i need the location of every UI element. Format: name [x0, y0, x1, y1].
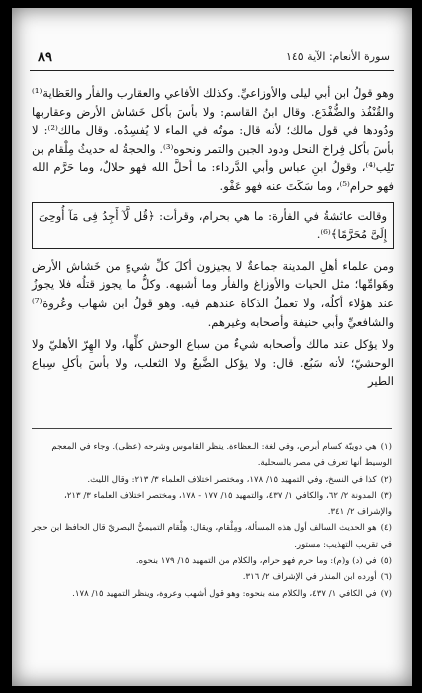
page-number: ٨٩: [38, 50, 52, 65]
footnote: [32, 586, 392, 602]
footnote: [32, 488, 392, 521]
footnote: [32, 472, 392, 488]
book-page: [12, 8, 412, 686]
running-title: سورة الأنعام: الآية ١٤٥: [285, 50, 390, 63]
footnote-number: (٧): [380, 588, 392, 599]
footnote-text: كذا في النسخ، وفي التمهيد ١٥/ ١٧٨، ومختصر اختلاف العلماء ٣/ ٢١٣: وقال الليث.: [87, 474, 377, 485]
paragraph: ولا يؤكل عند مالك وأصحابه شيءٌ من سباع الوحش كلِّها، ولا الهِرّ الأهليّ ولا الوحشيّ؛ لأنه سَبُع. قال: ولا يؤكل الضَّبعُ ولا الثعلب، ولا بأسَ بأكلِ سِباع الطير: [32, 337, 394, 389]
footnote-text: أورده ابن المنذر في الإشراف ٢/ ٣١٦.: [242, 572, 377, 583]
footnote: [32, 569, 392, 585]
footnote-text: المدونة ٢/ ٦٢، والكافي ١/ ٤٣٧، والتمهيد ١٥/ ١٧٧ - ١٧٨، ومختصر اختلاف العلماء ٣/ ٢١٣، والإشراف ٢/ ٣٤١.: [63, 490, 392, 518]
main-text: [32, 84, 394, 395]
footnote-number: (٤): [380, 523, 392, 534]
footnote-number: (١): [380, 442, 392, 452]
footnote: [32, 439, 392, 472]
footnote-text: هو الحديث السالف أول هذه المسألة، ومِلْقام، ويقال: هِلْقام التميميُّ البصريّ قال الحافظ ابن حجر في تقريب التهذيب: مستور.: [32, 523, 392, 550]
footnote-number: (٥): [380, 556, 392, 567]
footnote-text: في (د) و(م): وما حرم فهو حرام، والكلام من التمهيد ١٥/ ١٧٩ بنحوه.: [135, 556, 377, 567]
page-header: [30, 50, 394, 71]
footnote-number: (٦): [380, 572, 392, 583]
footnote-number: (٢): [380, 474, 392, 485]
footnote-text: في الكافي ١/ ٤٣٧، والكلام منه بنحوه: وهو قول أشهب وعروة، وينظر التمهيد ١٥/ ١٧٨.: [72, 588, 377, 599]
footnote-text: هي دويبّة كسام أبرص، وفي لغة: الـعظاءة. ينظر القاموس وشرحه (عظى). وجاء في المعجم الوسيط أنها تعرف في مصر بالسحلية.: [51, 442, 392, 469]
boxed-quote: [32, 202, 394, 249]
footnote: [32, 553, 392, 569]
paragraph: ومن علماء أهلِ المدينة جماعةٌ لا يجيزون أكلَ كلِّ شيءٍ من خَشاش الأرض وهَوامِّها؛ مثل الحيات والأوزاغ والفأر وما أشبهه. وكلُّ ما يجوز قتلُه فلا يجوزُ عند هؤلاء أكلُه، ولا تعملُ الذكاة عندهم فيه. وهو قولُ ابن شهاب وعُروة⁽⁷⁾ والشافعيِّ وأبي حنيفة وأصحابه وغيرهم.: [32, 258, 394, 329]
boxed-quote-text: وقالت عائشةُ في الفأرة: ما هي بحرام، وقرأت: ﴿قُل لَّآ أَجِدُ فِى مَآ أُوحِىَ إِلَىَّ مُحَرَّمًا﴾⁽⁶⁾.: [39, 208, 387, 242]
footnotes: [32, 428, 392, 602]
footnote: [32, 520, 392, 553]
paragraph: وهو قولُ ابن أبي ليلى والأوزاعيِّ. وكذلك الأفاعي والعقارب والفأر والعَظاية⁽¹⁾ والقُنْفُذ والضُّفْدَع. وقال ابنُ القاسم: ولا بأسَ بأكل خَشاش الأرض وعقاربها ودُودها في قول مالك؛ لأنه قال: موتُه في الماء لا يُفسِدُه. وقال مالك⁽²⁾: لا بأسَ بأكل فِراخ النحل ودود الجبن والتمر ونحوه⁽³⁾. والحجةُ له حديثُ مِلْقام بن تَلِب⁽⁴⁾، وقولُ ابنِ عباس وأبي الدَّرداء: ما أحلَّ الله فهو حلالٌ، وما حَرَّم الله فهو حرام⁽⁵⁾، وما سَكَتَ عنه فهو عَفْو.: [32, 86, 394, 193]
footnote-number: (٣): [380, 490, 392, 501]
